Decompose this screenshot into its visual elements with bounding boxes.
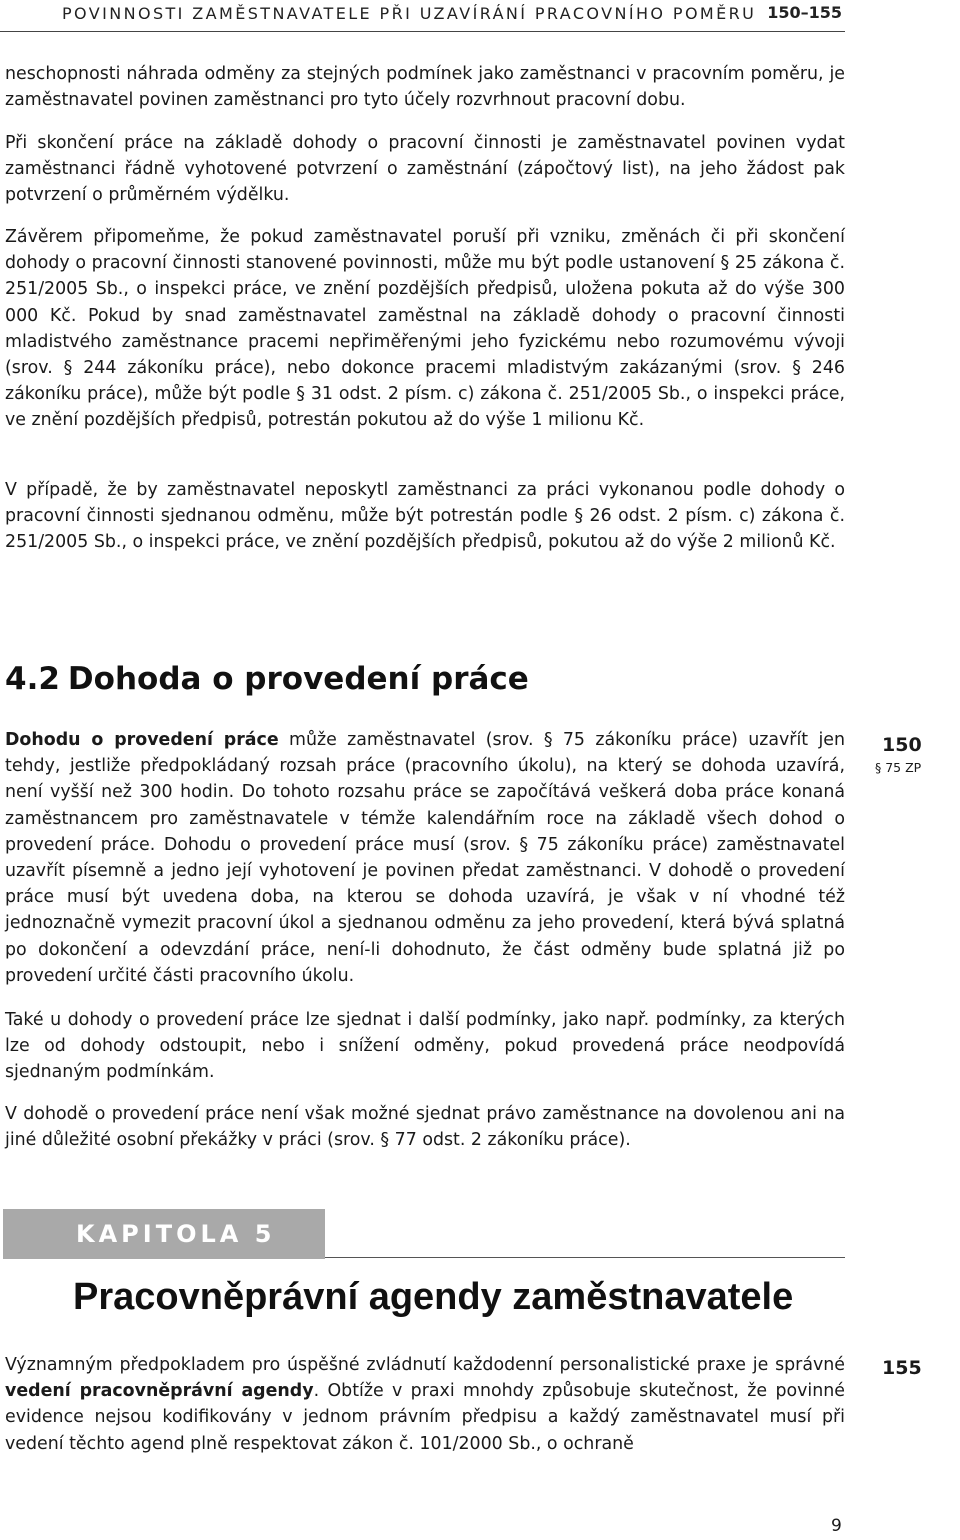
paragraph-text: V dohodě o provedení práce není však možné sjednat právo zaměstnance na dovolenou ani na jiné důležité osobní překážky v práci (srov. § 77 odst. 2 zákoníku práce). [5,1104,845,1151]
chapter-divider [325,1257,845,1258]
chapter-title: Pracovněprávní agendy zaměstnavatele [73,1276,794,1318]
paragraph-text: . Obtíže v praxi mnohdy způsobuje skutečnost, že povinné evidence nejsou kodifikovány v jednom právním předpisu a každý zaměstnavatel musí při vedení těchto agend plně respektovat zákon č. 101/2000 Sb., o ochraně [5,1381,846,1454]
paragraph-text: Závěrem připomeňme, že pokud zaměstnavatel poruší při vzniku, změnách či při skončení dohody o pracovní činnosti stanovené povinnosti, může mu být podle ustanovení § 25 zákona č. 251/2005 Sb., o inspekci práce, ve znění pozdějších předpisů, uložena pokuta až do výše 300 000 Kč. Pokud by snad zaměstnavatel zaměstnal na základě dohody o pracovní činnosti mladistvého zaměstnance pracemi nepřiměřenými jeho fyzickému nebo rozumovému vývoji (srov. § 244 zákoníku práce), nebo dokonce pracemi mladistvým zakázanými (srov. § 246 zákoníku práce), může být podle § 31 odst. 2 písm. c) zákona č. 251/2005 Sb., o inspekci práce, ve znění pozdějších předpisů, potrestán pokutou až do výše 1 milionu Kč. [5,227,845,431]
paragraph-text: neschopnosti náhrada odměny za stejných podmínek jako zaměstnanci v pracovním poměru, je zaměstnavatel povinen zaměstnanci pro tyto účely rozvrhnout pracovní dobu. [5,64,845,111]
bold-term: vedení pracovněprávní agendy [5,1381,314,1402]
running-header-title: POVINNOSTI ZAMĚSTNAVATELE PŘI UZAVÍRÁNÍ PRACOVNÍHO POMĚRU [62,4,757,23]
paragraph-text: může zaměstnavatel (srov. § 75 zákoníku práce) uzavřít jen tehdy, jestliže předpokládaný rozsah práce (pracovního úkolu), na který se dohoda uzavírá, není vyšší než 300 hodin. Do tohoto rozsahu práce se započítává veškerá doba práce konaná zaměstnancem pro zaměstnavatele v témže kalendářním roce na základě všech dohod o provedení práce. Dohodu o provedení práce musí (srov. § 75 zákoníku práce) zaměstnavatel uzavřít písemně a jedno její vyhotovení je povinen předat zaměstnanci. V dohodě o provedení práce musí být uvedena doba, na kterou se dohoda uzavírá, je však v ní vhodné též jednoznačně vymezit pracovní úkol a sjednanou odměnu za jeho provedení, která bývá splatná po dokončení a odevzdání práce, není-li dohodnuto, že část odměny bude splatná již po provedení určité části pracovního úkolu. [5,730,845,986]
margin-number: 150 [882,734,922,756]
paragraph [5,1101,845,1153]
paragraph [5,1007,845,1086]
paragraph [5,477,845,556]
chapter-label: KAPITOLA 5 [76,1220,276,1248]
chapter-label-box [3,1209,325,1259]
bold-term: Dohodu o provedení práce [5,730,279,750]
paragraph [5,130,845,209]
page-number: 9 [831,1516,842,1536]
paragraph-text: Významným předpokladem pro úspěšné zvládnutí každodenní personalistické praxe je správné [5,1355,845,1375]
paragraph [5,727,845,989]
paragraph [5,61,845,113]
paragraph-text: Také u dohody o provedení práce lze sjednat i další podmínky, jako např. podmínky, za kterých lze od dohody odstoupit, nebo i snížení odměny, pokud provedená práce neodpovídá sjednaným podmínkám. [5,1010,845,1083]
section-title: Dohoda o provedení práce [67,661,529,697]
paragraph [5,1352,845,1457]
running-header [0,0,960,30]
paragraph-text: Při skončení práce na základě dohody o pracovní činnosti je zaměstnavatel povinen vydat zaměstnanci řádně vyhotovené potvrzení o zaměstnání (zápočtový list), na jeho žádost pak potvrzení o průměrném výdělku. [5,133,845,206]
margin-law-reference: § 75 ZP [875,760,922,775]
paragraph [5,224,845,434]
margin-number-range: 150–155 [767,3,842,22]
section-number: 4.2 [5,661,60,697]
header-divider [0,31,845,32]
section-heading [5,661,529,697]
margin-number: 155 [882,1357,922,1379]
paragraph-text: V případě, že by zaměstnavatel neposkytl zaměstnanci za práci vykonanou podle dohody o pracovní činnosti sjednanou odměnu, může být potrestán podle § 26 odst. 2 písm. c) zákona č. 251/2005 Sb., o inspekci práce, ve znění pozdějších předpisů, pokutou až do výše 2 milionů Kč. [5,480,845,553]
